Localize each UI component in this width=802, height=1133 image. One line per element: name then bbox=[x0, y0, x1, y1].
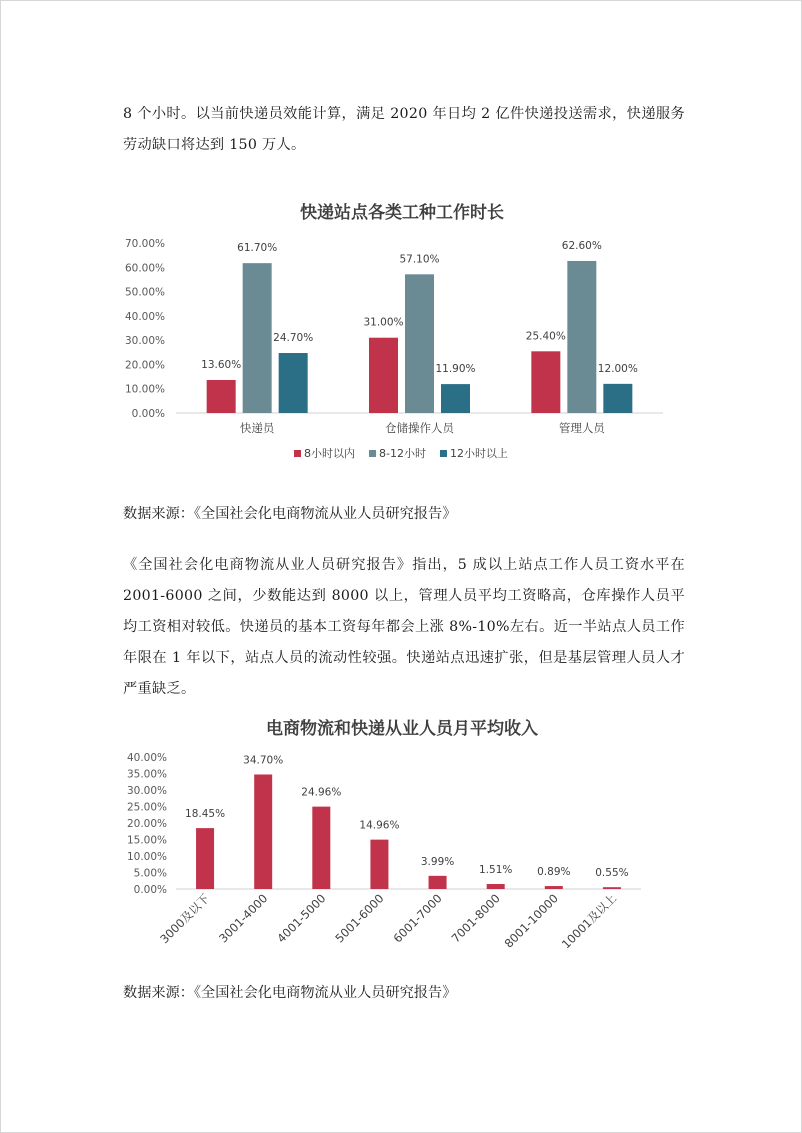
data-label: 11.90% bbox=[435, 363, 476, 376]
category-label: 3000及以下 bbox=[157, 891, 213, 947]
data-label: 12.00% bbox=[597, 362, 638, 375]
y-tick-label: 10.00% bbox=[126, 851, 167, 863]
data-label: 31.00% bbox=[363, 316, 404, 329]
category-label: 仓储操作人员 bbox=[385, 421, 454, 435]
category-label: 6001-7000 bbox=[390, 891, 445, 946]
data-label: 3.99% bbox=[420, 855, 455, 868]
y-axis bbox=[127, 752, 167, 896]
source-note-1: 数据来源：《全国社会化电商物流从业人员研究报告》 bbox=[123, 506, 457, 522]
y-tick-label: 10.00% bbox=[124, 383, 165, 396]
y-tick-label: 25.00% bbox=[126, 801, 167, 814]
chart-title: 快递站点各类工种工作时长 bbox=[300, 203, 504, 223]
category-label: 7001-8000 bbox=[448, 891, 503, 946]
bar bbox=[603, 887, 621, 889]
y-tick-label: 20.00% bbox=[124, 359, 165, 372]
data-label: 14.96% bbox=[359, 819, 400, 832]
data-label: 61.70% bbox=[237, 242, 278, 255]
data-label: 13.60% bbox=[201, 358, 242, 371]
chart-title: 电商物流和快递从业人员月平均收入 bbox=[266, 719, 538, 739]
data-label: 62.60% bbox=[561, 239, 602, 252]
bar bbox=[312, 807, 330, 889]
y-tick-label: 20.00% bbox=[126, 818, 167, 830]
source-note-2: 数据来源：《全国社会化电商物流从业人员研究报告》 bbox=[123, 985, 457, 1001]
y-tick-label: 0.00% bbox=[131, 408, 165, 420]
x-axis bbox=[157, 891, 619, 952]
data-label: 24.96% bbox=[301, 786, 342, 799]
y-tick-label: 50.00% bbox=[124, 286, 165, 299]
bar bbox=[196, 828, 214, 889]
legend-label: 8-12小时 bbox=[379, 447, 426, 460]
category-label: 8001-10000 bbox=[501, 891, 561, 951]
bar bbox=[370, 840, 388, 889]
bar bbox=[429, 876, 447, 889]
y-tick-label: 30.00% bbox=[126, 785, 167, 797]
y-tick-label: 30.00% bbox=[124, 335, 165, 348]
category-label: 5001-6000 bbox=[332, 891, 387, 946]
y-tick-label: 5.00% bbox=[133, 867, 167, 880]
category-label: 10001及以上 bbox=[558, 891, 620, 952]
legend-label: 12小时以上 bbox=[449, 447, 508, 460]
data-label: 25.40% bbox=[525, 330, 566, 343]
y-tick-label: 60.00% bbox=[124, 262, 165, 275]
data-label: 34.70% bbox=[243, 754, 284, 767]
category-label: 3001-4000 bbox=[216, 891, 271, 946]
y-tick-label: 40.00% bbox=[126, 752, 167, 764]
y-tick-label: 70.00% bbox=[124, 238, 165, 250]
data-label: 0.89% bbox=[537, 866, 571, 879]
bar bbox=[254, 774, 272, 889]
data-label: 0.55% bbox=[595, 867, 629, 880]
category-label: 快递员 bbox=[239, 421, 275, 435]
category-label: 管理人员 bbox=[558, 421, 605, 435]
legend-label: 8小时以内 bbox=[304, 447, 355, 460]
category-label: 4001-5000 bbox=[274, 891, 329, 946]
data-label: 18.45% bbox=[185, 808, 226, 821]
y-tick-label: 35.00% bbox=[126, 768, 167, 781]
y-tick-label: 15.00% bbox=[126, 834, 167, 847]
paragraph-intro: 8 个小时。以当前快递员效能计算，满足 2020 年日均 2 亿件快递投送需求，快递服务劳动缺口将达到 150 万人。 bbox=[123, 106, 685, 153]
data-label: 1.51% bbox=[479, 864, 513, 877]
bars bbox=[185, 754, 629, 889]
y-tick-label: 0.00% bbox=[133, 884, 167, 896]
data-label: 24.70% bbox=[273, 332, 314, 345]
data-label: 57.10% bbox=[399, 253, 440, 266]
income-chart bbox=[1, 1, 801, 1001]
paragraph-salary: 《全国社会化电商物流从业人员研究报告》指出，5 成以上站点工作人员工资水平在 2001-6000 之间，少数能达到 8000 以上，管理人员平均工资略高，仓库操作人员平均工资相对较低。快递员的基本工资每年都会上涨 8%-10%左右。近一半站点人员工作年限在 1 年以下，站点人员的流动性较强。快递站点迅速扩张，但是基层管理人员人才严重缺乏。 bbox=[123, 557, 685, 697]
y-tick-label: 40.00% bbox=[124, 310, 165, 323]
bar bbox=[545, 886, 563, 889]
bar bbox=[487, 884, 505, 889]
